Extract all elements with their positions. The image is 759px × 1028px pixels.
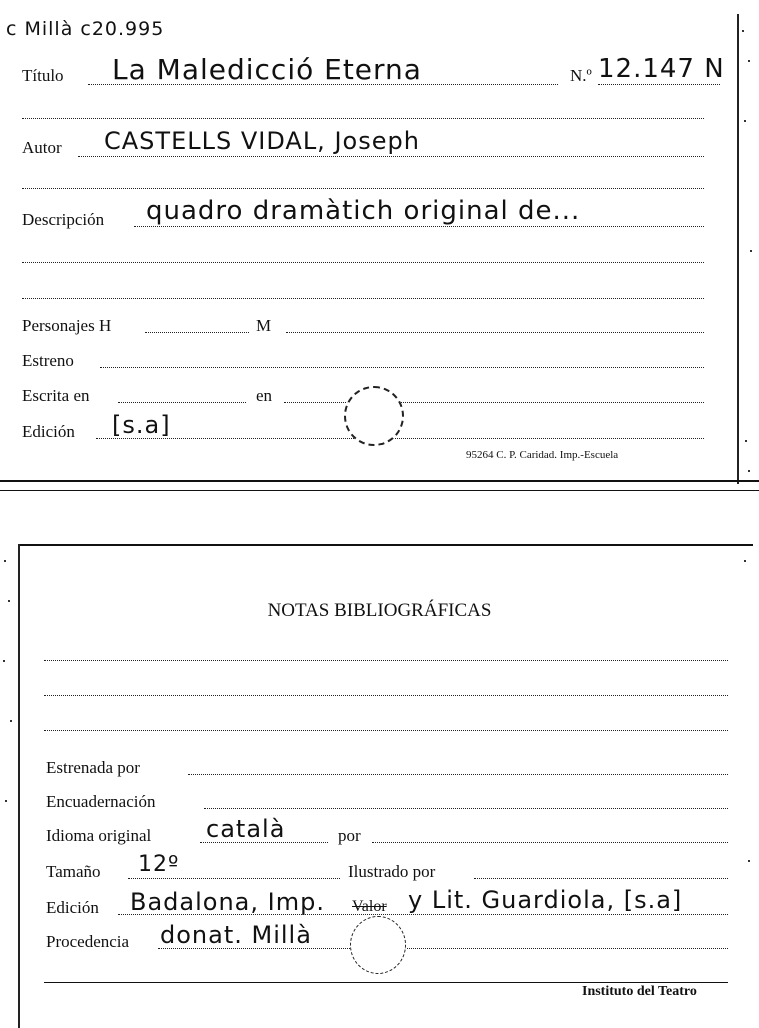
punch-hole-bottom: [350, 916, 406, 974]
tamano-label: Tamaño: [46, 862, 101, 881]
card-edge-bottom-2: [0, 490, 759, 491]
titulo-value: La Maledicció Eterna: [112, 53, 422, 86]
edicion2-value-1: Badalona, Imp.: [130, 888, 325, 916]
descripcion-label: Descripción: [22, 210, 105, 229]
numero-value: 12.147 N: [598, 54, 725, 84]
autor-label: Autor: [22, 138, 62, 157]
personajes-label: Personajes H: [22, 316, 112, 335]
por-label: por: [338, 826, 361, 845]
card-edge-right: [737, 14, 739, 484]
autor-value: CASTELLS VIDAL, Joseph: [104, 127, 420, 155]
notas-heading: NOTAS BIBLIOGRÁFICAS: [267, 600, 492, 621]
edicion2-value-2: y Lit. Guardiola, [s.a]: [408, 886, 683, 914]
procedencia-label: Procedencia: [46, 932, 130, 951]
footer-imprint: Instituto del Teatro: [582, 984, 697, 999]
titulo-label: Título: [22, 66, 64, 85]
printer-imprint: 95264 C. P. Caridad. Imp.-Escuela: [466, 449, 619, 461]
escrita-label: Escrita en: [22, 386, 90, 405]
numero-label: N.º: [570, 66, 592, 85]
m-label: M: [256, 316, 272, 335]
encuadernacion-label: Encuadernación: [46, 792, 156, 811]
estreno-label: Estreno: [22, 351, 74, 370]
idioma-value: català: [206, 815, 286, 843]
card2-bottom-rule: [44, 982, 728, 983]
idioma-label: Idioma original: [46, 826, 152, 845]
edicion2-struck: Valor: [352, 898, 387, 915]
ilustrado-label: Ilustrado por: [348, 862, 436, 881]
punch-hole-top: [344, 386, 404, 446]
edicion2-label: Edición: [46, 898, 99, 917]
descripcion-value: quadro dramàtich original de...: [146, 196, 581, 226]
corner-note: c Millà c20.995: [6, 18, 165, 40]
procedencia-value: donat. Millà: [160, 921, 312, 949]
estrenada-label: Estrenada por: [46, 758, 140, 777]
en-label: en: [256, 386, 273, 405]
card-edge-bottom: [0, 480, 759, 482]
card2-edge-top: [18, 544, 753, 546]
tamano-value: 12º: [138, 852, 180, 877]
edicion-label: Edición: [22, 422, 75, 441]
edicion-value: [s.a]: [112, 411, 171, 439]
